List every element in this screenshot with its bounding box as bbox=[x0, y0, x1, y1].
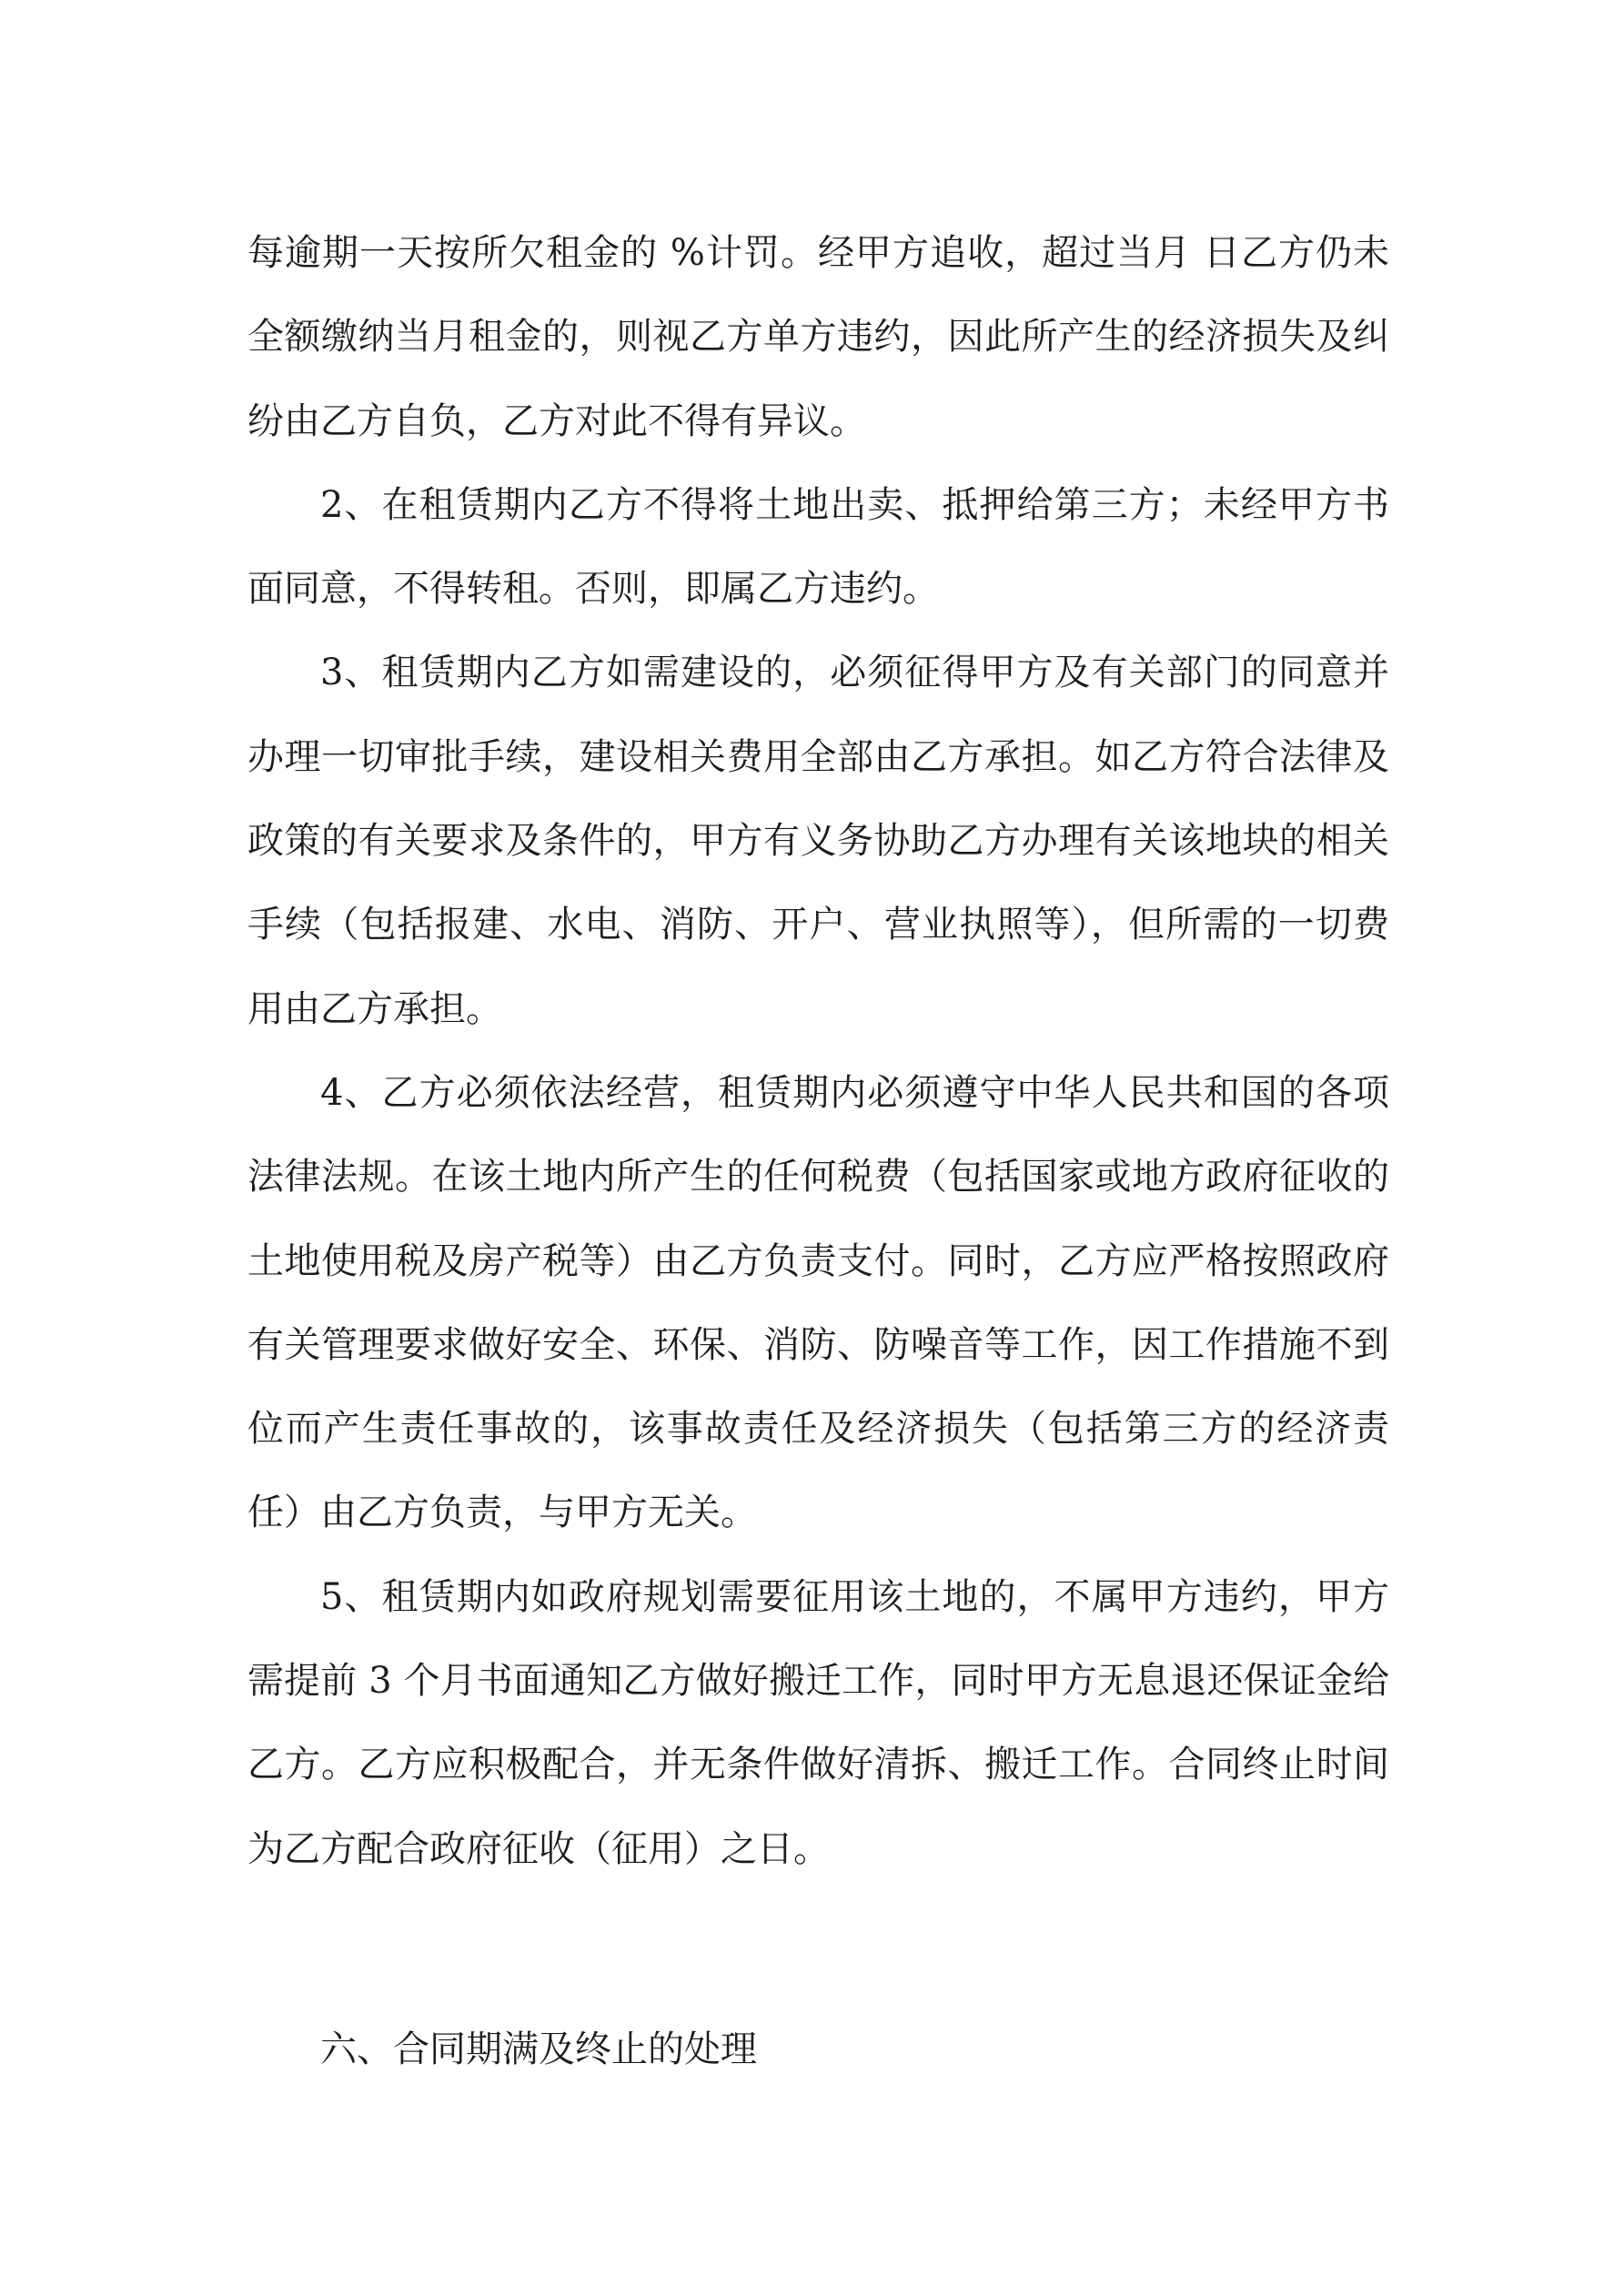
paragraph-clause-2: 2、在租赁期内乙方不得将土地出卖、抵押给第三方；未经甲方书面同意，不得转租。否则，即属乙方违约。 bbox=[247, 483, 1389, 611]
paragraph-clause-5: 5、租赁期内如政府规划需要征用该土地的，不属甲方违约，甲方需提前 3 个月书面通知乙方做好搬迁工作，同时甲方无息退还保证金给乙方。乙方应积极配合，并无条件做好清拆、搬迁工作。合同终止时间为乙方配合政府征收（征用）之日。 bbox=[247, 1575, 1389, 1870]
paragraph-clause-4: 4、乙方必须依法经营，租赁期内必须遵守中华人民共和国的各项法律法规。在该土地内所产生的任何税费（包括国家或地方政府征收的土地使用税及房产税等）由乙方负责支付。同时，乙方应严格按照政府有关管理要求做好安全、环保、消防、防噪音等工作，因工作措施不到位而产生责任事故的，该事故责任及经济损失（包括第三方的经济责任）由乙方负责，与甲方无关。 bbox=[247, 1071, 1389, 1534]
paragraph-continuation: 每逾期一天按所欠租金的 %计罚。经甲方追收，超过当月 日乙方仍未全额缴纳当月租金的，则视乙方单方违约，因此所产生的经济损失及纠纷由乙方自负，乙方对此不得有异议。 bbox=[247, 232, 1389, 442]
document-body bbox=[247, 211, 1389, 1891]
paragraph-clause-3: 3、租赁期内乙方如需建设的，必须征得甲方及有关部门的同意并办理一切审批手续，建设相关费用全部由乙方承担。如乙方符合法律及政策的有关要求及条件的，甲方有义务协助乙方办理有关该地块的相关手续（包括报建、水电、消防、开户、营业执照等），但所需的一切费用由乙方承担。 bbox=[247, 652, 1389, 1030]
section-heading: 六、合同期满及终止的处理 bbox=[320, 2028, 757, 2070]
